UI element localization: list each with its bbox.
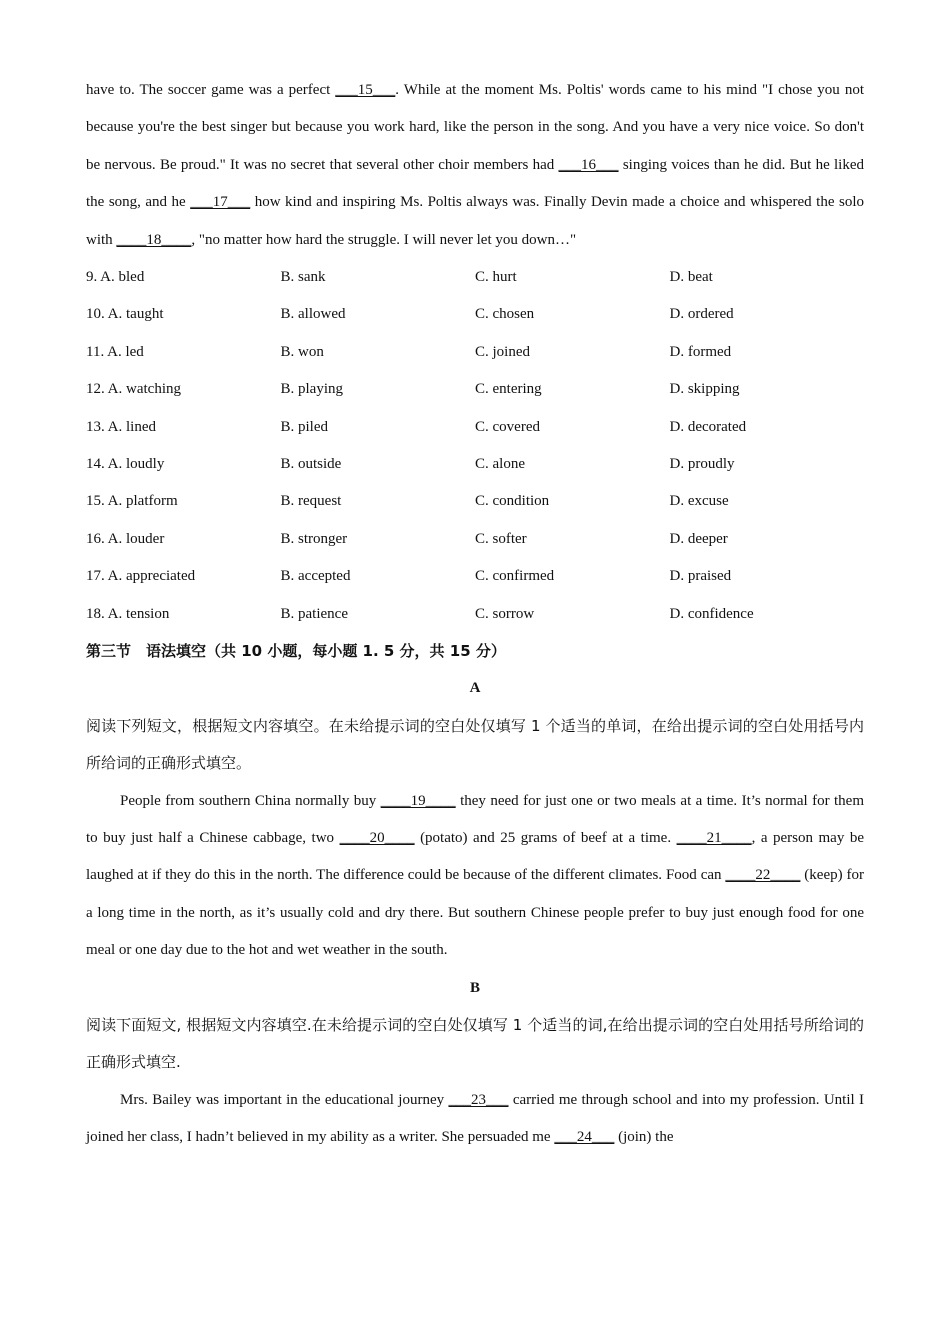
passage-text: Mrs. Bailey was important in the educational journey bbox=[120, 1091, 449, 1108]
option-b: B. request bbox=[280, 493, 342, 510]
option-c: C. joined bbox=[475, 343, 530, 360]
option-row-15 bbox=[86, 483, 864, 520]
option-row-12 bbox=[86, 371, 864, 408]
part-a-label: A bbox=[469, 680, 481, 697]
option-a: 12. A. watching bbox=[86, 381, 181, 398]
part-a-passage bbox=[86, 783, 864, 970]
part-b-passage bbox=[86, 1082, 864, 1157]
option-a: 10. A. taught bbox=[86, 306, 164, 323]
option-a: 11. A. led bbox=[86, 343, 144, 360]
option-a: 9. A. bled bbox=[86, 269, 145, 286]
blank-15: ___15___ bbox=[335, 82, 396, 98]
option-c: C. condition bbox=[475, 493, 550, 510]
passage-text: People from southern China normally buy bbox=[120, 792, 381, 809]
option-b: B. accepted bbox=[280, 568, 351, 585]
passage-text: (potato) and 25 grams of beef at a time. bbox=[414, 829, 677, 846]
option-b: B. patience bbox=[280, 605, 348, 622]
part-b-instruction: 阅读下面短文, 根据短文内容填空.在未给提示词的空白处仅填写 1 个适当的词,在给出提示词的空白处用括号所给词的正确形式填空. bbox=[86, 1016, 864, 1072]
passage-text: carried me through school and into my profession. Until I joined her class, I hadn’t believed in my ability as a writer. She persuaded me bbox=[86, 1091, 865, 1146]
option-b: B. allowed bbox=[280, 306, 346, 323]
option-d: D. praised bbox=[669, 568, 732, 585]
option-c: C. chosen bbox=[475, 306, 535, 323]
passage-text: , "no matter how hard the struggle. I will never let you down…" bbox=[191, 231, 577, 248]
option-row-10 bbox=[86, 296, 864, 333]
option-row-17 bbox=[86, 558, 864, 595]
option-row-18 bbox=[86, 596, 864, 633]
passage-text: how kind and inspiring Ms. Poltis always was. Finally Devin made a choice and whispered the solo with bbox=[86, 194, 864, 248]
option-d: D. ordered bbox=[669, 306, 734, 323]
option-c: C. softer bbox=[475, 530, 527, 547]
option-a: 16. A. louder bbox=[86, 530, 165, 547]
blank-22: ____22____ bbox=[725, 867, 801, 884]
option-a: 14. A. loudly bbox=[86, 455, 165, 472]
passage-text: singing voices than he did. But he liked the song, and he bbox=[86, 156, 864, 211]
option-b: B. playing bbox=[280, 381, 343, 398]
option-b: B. won bbox=[280, 343, 324, 360]
passage-text: . While at the moment Ms. Poltis' words came to his mind "I chose you not because you're the best singer but because you work hard, like the person in the song. And you have a very nice voice. So don't be nervous. Be proud." It was no secret that several other choir members had bbox=[86, 82, 864, 173]
option-row-13 bbox=[86, 409, 864, 446]
options-list bbox=[86, 259, 864, 633]
option-d: D. decorated bbox=[669, 418, 747, 435]
blank-23: ___23___ bbox=[448, 1091, 509, 1108]
option-d: D. skipping bbox=[669, 381, 740, 398]
option-row-16 bbox=[86, 521, 864, 558]
option-d: D. formed bbox=[669, 343, 732, 360]
option-a: 17. A. appreciated bbox=[86, 568, 196, 585]
blank-21: ____21____ bbox=[676, 829, 752, 846]
blank-16: ___16___ bbox=[558, 156, 619, 173]
option-c: C. covered bbox=[475, 418, 540, 435]
passage-text: , a person may be laughed at if they do this in the north. The difference could be because of the different climates. Food can bbox=[86, 829, 865, 884]
part-b-label: B bbox=[469, 979, 480, 996]
option-b: B. stronger bbox=[280, 530, 348, 547]
option-b: B. piled bbox=[280, 418, 328, 435]
option-d: D. confidence bbox=[669, 605, 754, 622]
option-c: C. sorrow bbox=[475, 605, 535, 622]
option-b: B. outside bbox=[280, 455, 342, 472]
option-row-14 bbox=[86, 446, 864, 483]
option-d: D. beat bbox=[669, 269, 713, 286]
option-row-11 bbox=[86, 334, 864, 371]
option-c: C. confirmed bbox=[475, 568, 555, 585]
option-d: D. proudly bbox=[669, 455, 735, 472]
passage-continuation bbox=[86, 72, 864, 259]
option-a: 18. A. tension bbox=[86, 605, 170, 622]
passage-text: (join) the bbox=[614, 1129, 674, 1146]
option-a: 15. A. platform bbox=[86, 493, 178, 510]
blank-20: ____20____ bbox=[339, 829, 415, 846]
option-d: D. deeper bbox=[669, 530, 728, 547]
option-row-9 bbox=[86, 259, 864, 296]
blank-18: ____18____ bbox=[116, 231, 192, 248]
blank-24: ___24___ bbox=[554, 1129, 615, 1146]
section-title: 第三节 语法填空（共 10 小题，每小题 1. 5 分，共 15 分） bbox=[86, 641, 506, 660]
option-c: C. alone bbox=[475, 455, 525, 472]
exam-page bbox=[86, 72, 864, 1157]
passage-text: (keep) for a long time in the north, as it’s usually cold and dry there. But southern Chinese people prefer to buy just enough food for one meal or one day due to the hot and wet weather in the south. bbox=[86, 867, 864, 959]
passage-text: have to. The soccer game was a perfect bbox=[86, 82, 336, 98]
part-a-instruction: 阅读下列短文，根据短文内容填空。在未给提示词的空白处仅填写 1 个适当的单词，在给出提示词的空白处用括号内所给词的正确形式填空。 bbox=[86, 716, 864, 773]
option-c: C. entering bbox=[475, 381, 542, 398]
option-a: 13. A. lined bbox=[86, 418, 156, 435]
passage-text: they need for just one or two meals at a time. It’s normal for them to buy just half a Chinese cabbage, two bbox=[86, 792, 864, 846]
blank-17: ___17___ bbox=[190, 194, 251, 211]
option-c: C. hurt bbox=[475, 269, 517, 286]
option-b: B. sank bbox=[280, 269, 326, 286]
option-d: D. excuse bbox=[669, 493, 729, 510]
blank-19: ____19____ bbox=[380, 792, 456, 809]
